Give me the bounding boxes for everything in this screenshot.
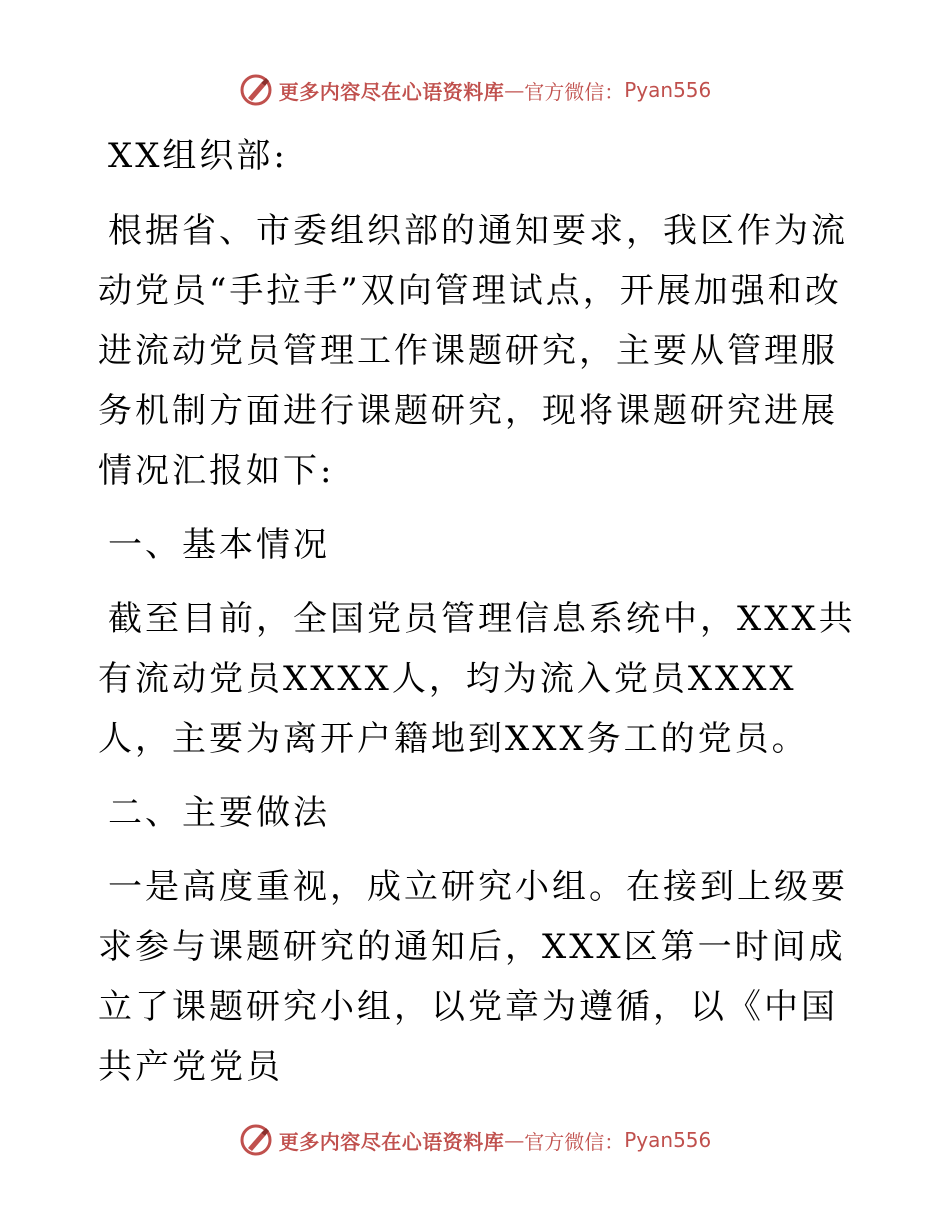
paragraph-basic: 截至目前，全国党员管理信息系统中，XXX共有流动党员XXXX人，均为流入党员XXXX人，主要为离开户籍地到XXX务工的党员。 xyxy=(98,599,856,759)
document-body xyxy=(98,126,858,1111)
paragraph-practice: 一是高度重视，成立研究小组。在接到上级要求参与课题研究的通知后，XXX区第一时间成立了课题研究小组，以党章为遵循，以《中国共产党党员 xyxy=(98,867,848,1087)
pen-emblem-icon xyxy=(239,73,273,107)
watermark-text: 更多内容尽在心语资料库 xyxy=(278,79,505,104)
header-watermark xyxy=(0,70,950,110)
watermark-wechat-id: Pyan556 xyxy=(624,1128,712,1152)
section-heading-basic: 一、基本情况 xyxy=(108,525,330,565)
watermark-wechat-label: 官方微信： xyxy=(524,79,625,104)
watermark-dash: — xyxy=(504,1128,525,1152)
watermark-text: 更多内容尽在心语资料库 xyxy=(278,1129,505,1154)
section-heading-practice: 二、主要做法 xyxy=(108,793,330,833)
watermark-wechat-label: 官方微信： xyxy=(524,1129,625,1154)
watermark-dash: — xyxy=(504,78,525,102)
pen-emblem-icon xyxy=(239,1123,273,1157)
salutation: XX组织部: xyxy=(108,136,288,176)
watermark-wechat-id: Pyan556 xyxy=(624,78,712,102)
footer-watermark xyxy=(0,1120,950,1160)
paragraph-intro: 根据省、市委组织部的通知要求，我区作为流动党员“手拉手”双向管理试点，开展加强和改进流动党员管理工作课题研究，主要从管理服务机制方面进行课题研究，现将课题研究进展情况汇报如下: xyxy=(98,211,848,491)
